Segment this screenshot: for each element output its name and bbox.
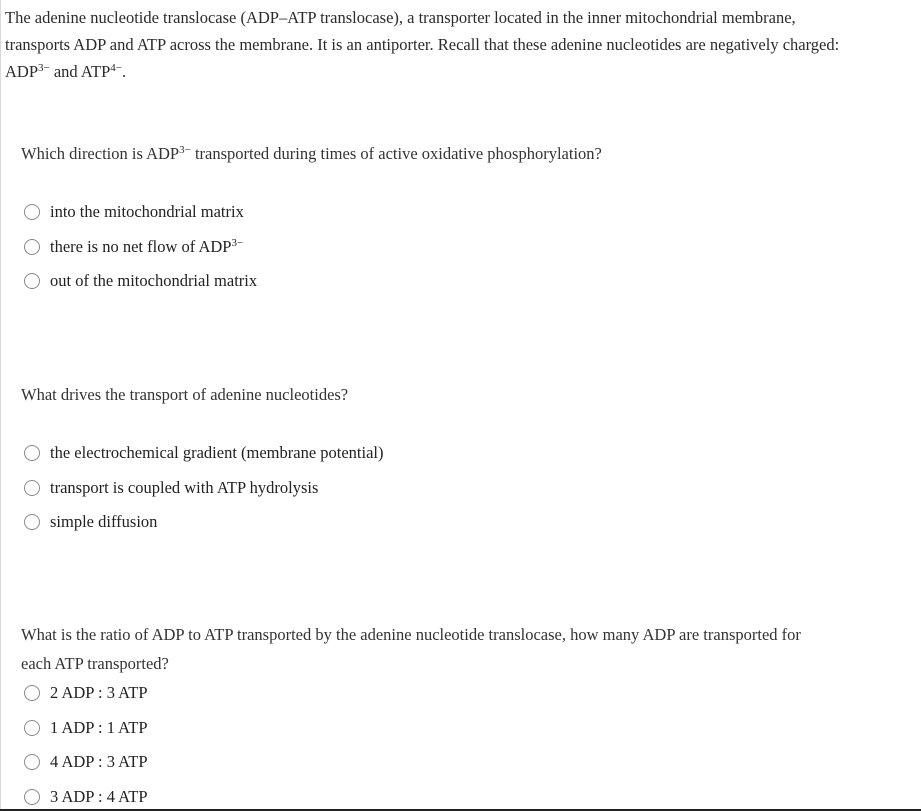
q1-option-1[interactable] — [24, 200, 244, 224]
q1-option-2-label — [50, 237, 243, 257]
q3-option-4[interactable] — [24, 785, 148, 809]
intro-atp-charge: 4− — [110, 62, 122, 74]
q3-option-1[interactable] — [24, 681, 148, 705]
q1-prompt-pre: Which direction is ADP — [21, 144, 180, 163]
q3-option-3[interactable] — [24, 750, 148, 774]
radio-button-icon[interactable] — [24, 480, 40, 496]
q3-option-2-label: 1 ADP : 1 ATP — [50, 718, 148, 737]
intro-paragraph — [5, 4, 919, 85]
radio-button-icon[interactable] — [24, 720, 40, 736]
q1-option-2[interactable] — [24, 235, 243, 259]
intro-adp: ADP — [5, 62, 39, 81]
radio-button-icon[interactable] — [24, 514, 40, 530]
q1-prompt-post: transported during times of active oxidative phosphorylation? — [190, 144, 602, 163]
q3-option-3-label: 4 ADP : 3 ATP — [50, 752, 148, 771]
question-1-prompt — [21, 139, 901, 168]
radio-button-icon[interactable] — [24, 789, 40, 805]
q3-option-4-label: 3 ADP : 4 ATP — [50, 787, 148, 806]
question-3-prompt — [21, 620, 901, 678]
intro-line-3 — [5, 58, 919, 85]
q3-option-1-label: 2 ADP : 3 ATP — [50, 683, 148, 702]
radio-button-icon[interactable] — [24, 239, 40, 255]
radio-button-icon[interactable] — [24, 445, 40, 461]
q3-option-2[interactable] — [24, 716, 148, 740]
q1-option-1-label: into the mitochondrial matrix — [50, 202, 244, 221]
radio-button-icon[interactable] — [24, 204, 40, 220]
q1-option-3[interactable] — [24, 269, 257, 293]
intro-period: . — [121, 62, 127, 81]
q1-option-3-label: out of the mitochondrial matrix — [50, 271, 258, 290]
q2-option-3-label: simple diffusion — [50, 512, 158, 531]
q3-prompt-line-2: each ATP transported? — [21, 654, 169, 673]
intro-line-1: The adenine nucleotide translocase (ADP–ATP translocase), a transporter located in the inner mitochondrial membrane, — [5, 8, 796, 27]
q2-option-1-label: the electrochemical gradient (membrane potential) — [50, 443, 384, 462]
radio-button-icon[interactable] — [24, 754, 40, 770]
intro-and-atp: and ATP — [49, 62, 111, 81]
intro-line-2: transports ADP and ATP across the membrane. It is an antiporter. Recall that these adenine nucleotides are negatively charged: — [5, 35, 840, 54]
q2-option-2-label: transport is coupled with ATP hydrolysis — [50, 478, 319, 497]
q2-option-2[interactable] — [24, 476, 318, 500]
q2-option-1[interactable] — [24, 441, 384, 465]
q1-option-2-text: there is no net flow of ADP — [50, 237, 232, 256]
radio-button-icon[interactable] — [24, 273, 40, 289]
question-2-prompt: What drives the transport of adenine nucleotides? — [21, 385, 349, 404]
q3-prompt-line-1: What is the ratio of ADP to ATP transported by the adenine nucleotide translocase, how many ADP are transported for — [21, 625, 801, 644]
radio-button-icon[interactable] — [24, 685, 40, 701]
q1-prompt-charge: 3− — [179, 144, 191, 156]
page-left-border — [0, 0, 1, 811]
q2-option-3[interactable] — [24, 510, 157, 534]
intro-adp-charge: 3− — [38, 62, 50, 74]
q1-option-2-charge: 3− — [231, 237, 244, 249]
